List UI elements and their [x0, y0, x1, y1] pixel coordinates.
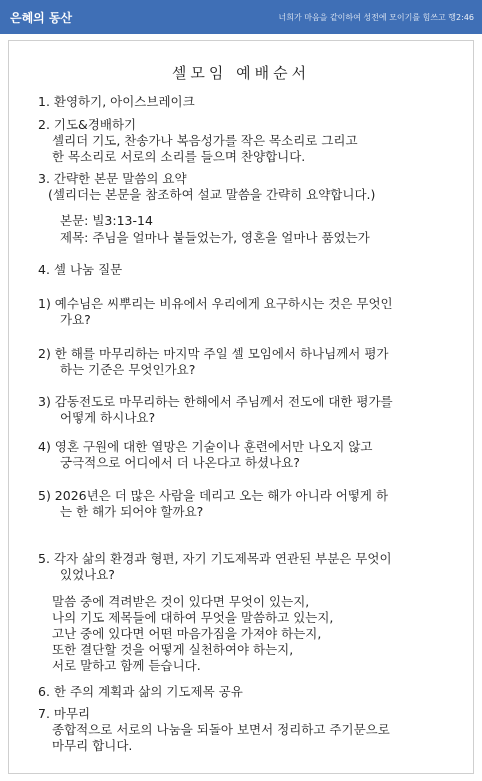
item-sharing-title: 4. 셀 나눔 질문 [38, 262, 123, 277]
life-sharing-guide: 또한 결단할 것을 어떻게 실천하여야 하는지, [52, 642, 294, 657]
question-1: 1) 예수님은 씨뿌리는 비유에서 우리에게 요구하시는 것은 무엇인 [38, 296, 393, 311]
life-sharing-guide: 서로 말하고 함께 듣습니다. [52, 658, 201, 673]
item-summary-title: 3. 간략한 본문 말씀의 요약 [38, 171, 187, 186]
question-2-cont: 하는 기준은 무엇인가요? [60, 362, 196, 377]
question-3-cont: 어떻게 하시나요? [60, 410, 156, 425]
item-plan: 6. 한 주의 계획과 삶의 기도제목 공유 [38, 684, 243, 699]
question-2: 2) 한 해를 마무리하는 마지막 주일 셀 모임에서 하나님께서 평가 [38, 346, 389, 361]
item-closing-desc: 마무리 합니다. [52, 738, 133, 753]
church-name: 은혜의 동산 [10, 10, 73, 25]
question-3: 3) 감동전도로 마무리하는 한해에서 주님께서 전도에 대한 평가를 [38, 394, 393, 409]
document-title: 셀모임 예배순서 [171, 64, 311, 82]
item-life-sharing-cont: 있었나요? [60, 567, 115, 582]
item-prayer-desc: 한 목소리로 서로의 소리를 들으며 찬양합니다. [52, 149, 306, 164]
question-4: 4) 영혼 구원에 대한 열망은 기술이나 훈련에서만 나오지 않고 [38, 439, 373, 454]
question-4-cont: 궁극적으로 어디에서 더 나온다고 하셨나요? [60, 455, 300, 470]
item-closing-desc: 종합적으로 서로의 나눔을 되돌아 보면서 정리하고 주기문으로 [52, 722, 390, 737]
header-verse: 너희가 마음을 같이하여 성전에 모이기를 힘쓰고 행2:46 [278, 12, 474, 22]
item-closing-title: 7. 마무리 [38, 706, 91, 721]
item-prayer-desc: 셀리더 기도, 찬송가나 복음성가를 작은 목소리로 그리고 [52, 133, 358, 148]
life-sharing-guide: 나의 기도 제목들에 대하여 무엇을 말씀하고 있는지, [52, 610, 334, 625]
item-life-sharing: 5. 각자 삶의 환경과 형편, 자기 기도제목과 연관된 부분은 무엇이 [38, 551, 392, 566]
life-sharing-guide: 고난 중에 있다면 어떤 마음가짐을 가져야 하는지, [52, 626, 322, 641]
question-5: 5) 2026년은 더 많은 사람을 데리고 오는 해가 아니라 어떻게 하 [38, 488, 389, 503]
sermon-title: 제목: 주님을 얼마나 붙들었는가, 영혼을 얼마나 품었는가 [60, 230, 370, 245]
scripture-reference: 본문: 빌3:13-14 [60, 213, 153, 228]
life-sharing-guide: 말씀 중에 격려받은 것이 있다면 무엇이 있는지, [52, 594, 310, 609]
question-1-cont: 가요? [60, 312, 91, 327]
header-banner [0, 0, 482, 34]
item-prayer-title: 2. 기도&경배하기 [38, 117, 137, 132]
question-5-cont: 는 한 해가 되어야 할까요? [60, 504, 204, 519]
item-summary-desc: (셀리더는 본문을 참조하여 설교 말씀을 간략히 요약합니다.) [48, 187, 376, 202]
item-welcome: 1. 환영하기, 아이스브레이크 [38, 94, 195, 109]
